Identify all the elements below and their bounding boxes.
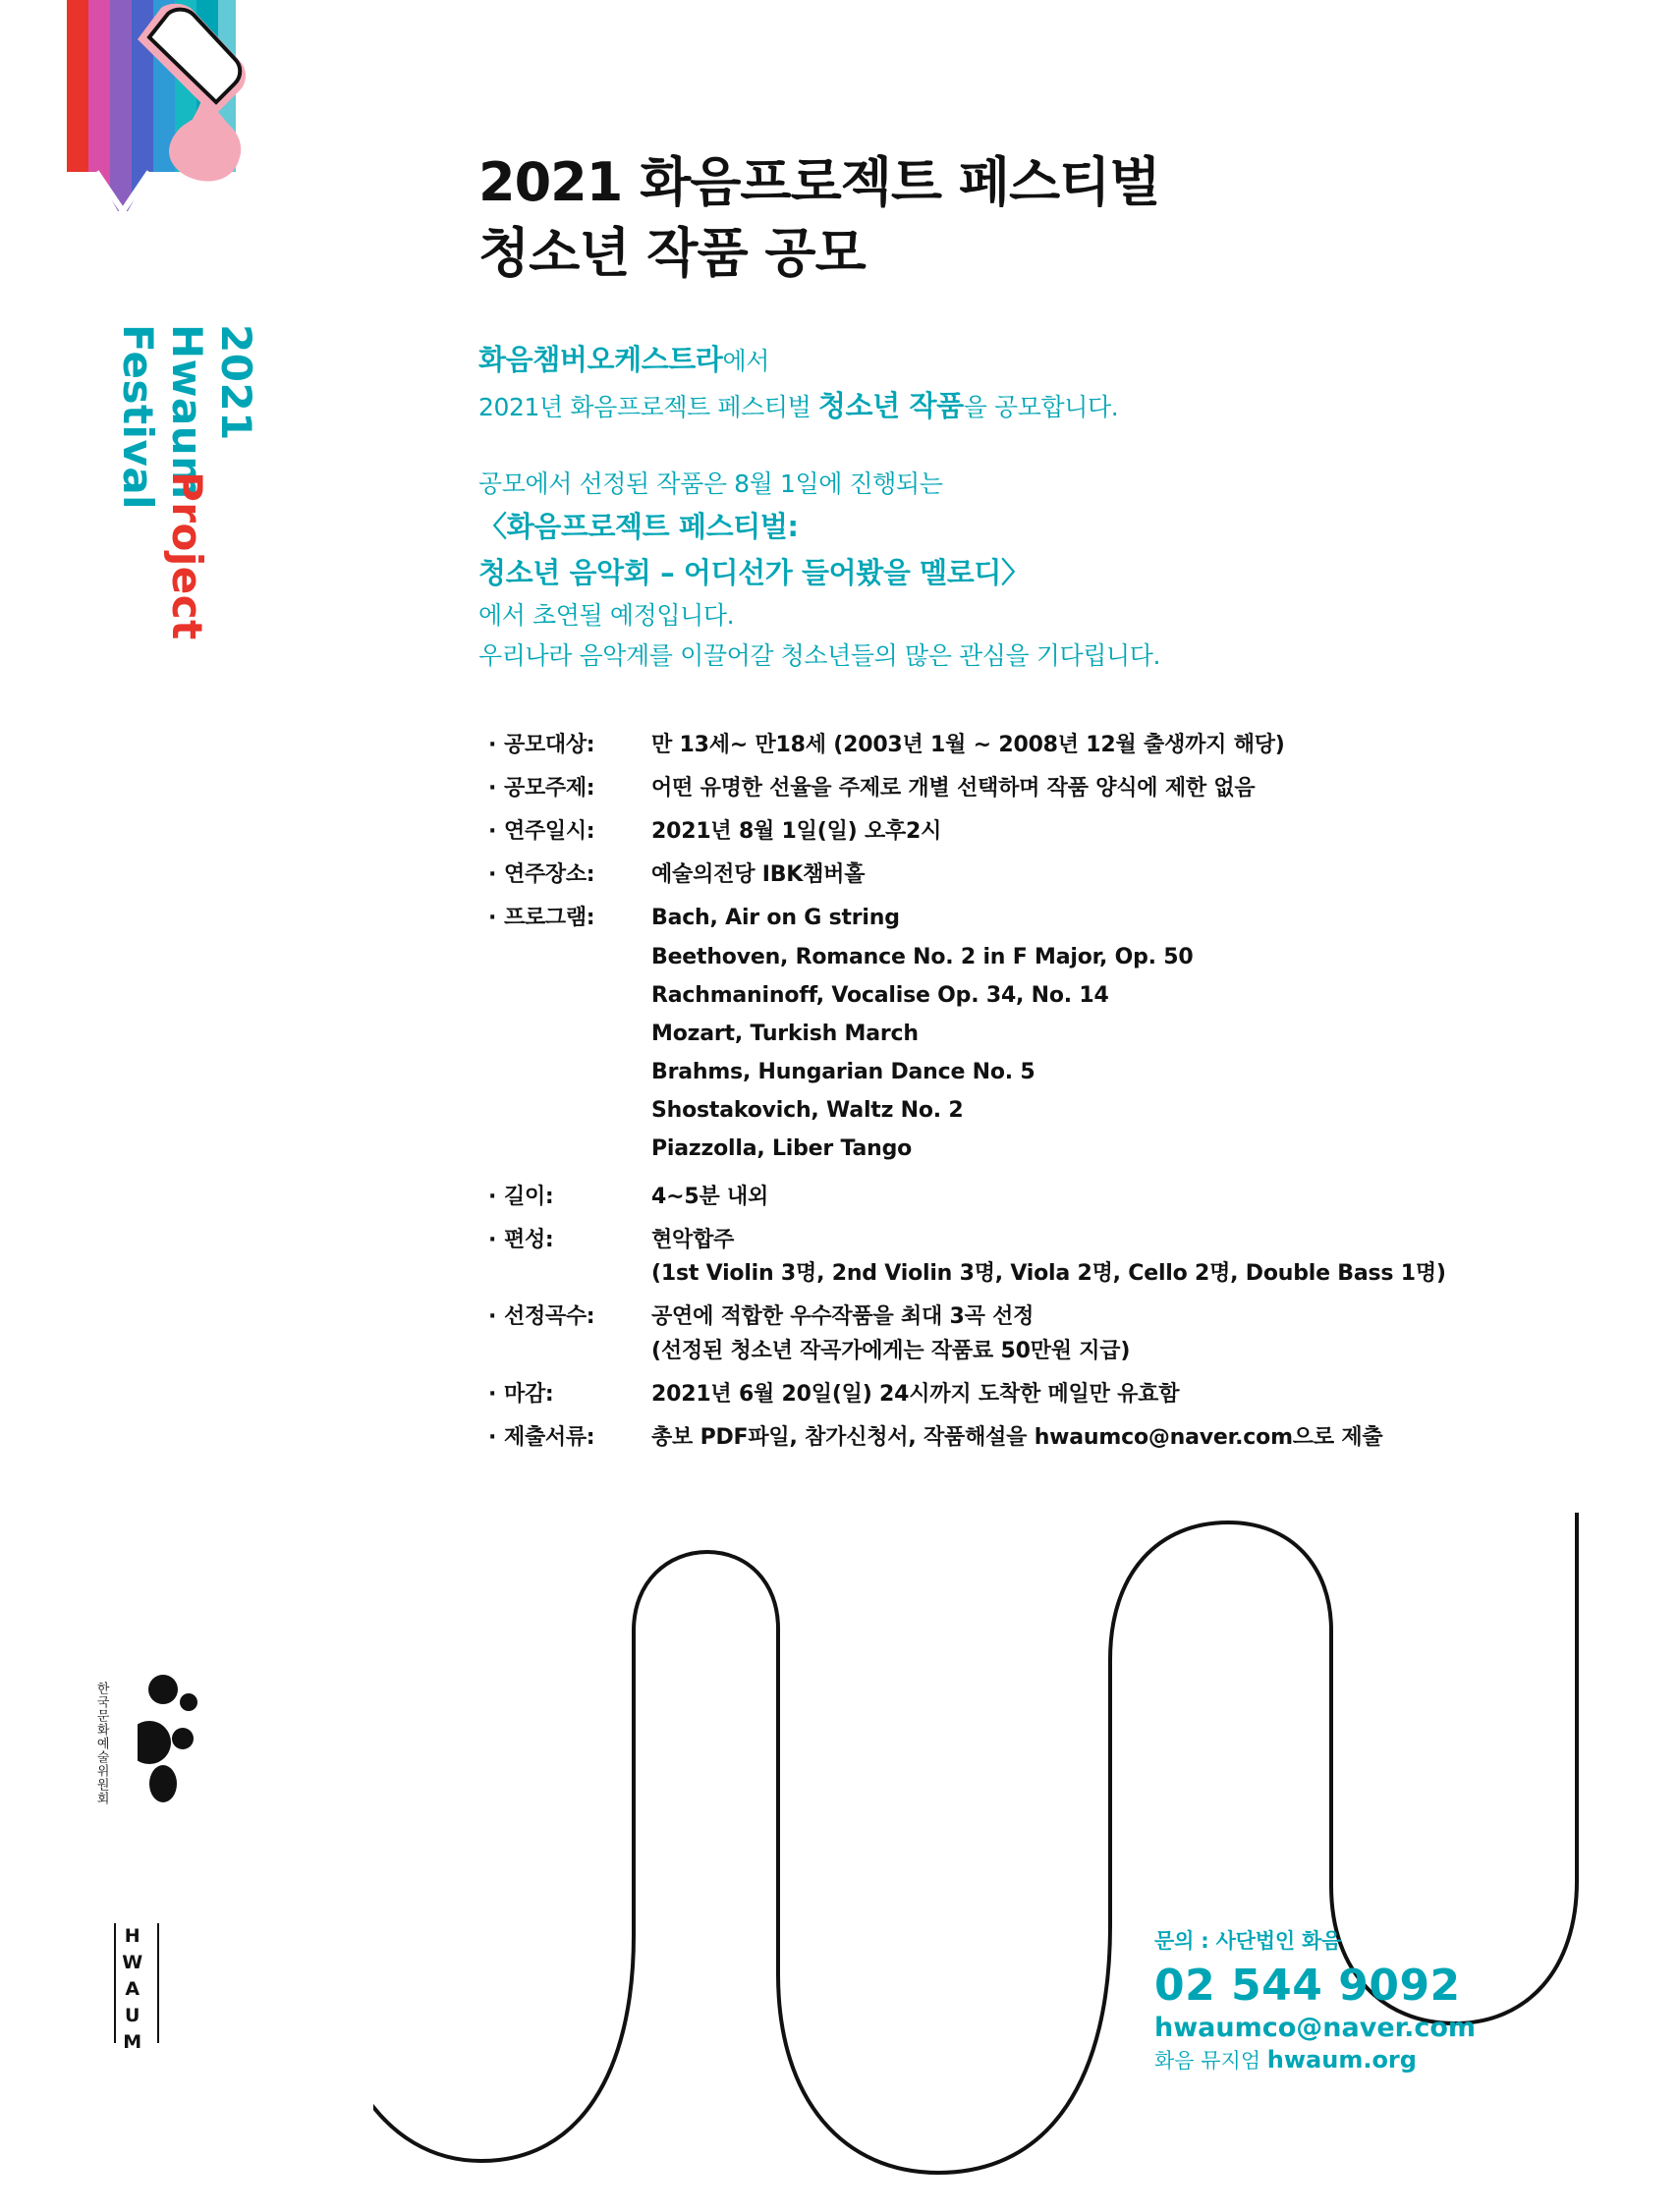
detail-label: 편성: bbox=[504, 1228, 554, 1253]
intro-line-2-c: 을 공모합니다. bbox=[963, 392, 1119, 421]
detail-label: 연주일시: bbox=[504, 819, 595, 845]
detail-row bbox=[488, 815, 1638, 849]
contact-heading: 문의 : 사단법인 화음 bbox=[1154, 1929, 1342, 1953]
vertical-festival-title bbox=[59, 324, 275, 737]
bullet-icon: · bbox=[488, 733, 497, 758]
detail-value-line: 어떤 유명한 선율을 주제로 개별 선택하며 작품 양식에 제한 없음 bbox=[651, 776, 1256, 802]
detail-value bbox=[651, 772, 1638, 805]
vertical-title-project: Project bbox=[163, 471, 211, 640]
bullet-icon: · bbox=[488, 1424, 497, 1450]
intro-line-2-a: 2021년 화음프로젝트 페스티벌 bbox=[478, 392, 818, 421]
hwaum-mark-rule-left bbox=[114, 1923, 116, 2043]
arts-council-logo-icon bbox=[138, 1670, 206, 1817]
detail-value-line: 만 13세~ 만18세 (2003년 1월 ~ 2008년 12월 출생까지 해당) bbox=[651, 733, 1285, 758]
detail-value-line: 현악합주 bbox=[651, 1228, 735, 1253]
contact-website[interactable] bbox=[1154, 2045, 1646, 2074]
detail-row bbox=[488, 1224, 1638, 1291]
poster-content bbox=[478, 0, 1638, 1465]
detail-value bbox=[651, 1421, 1638, 1455]
program-item: Rachmaninoff, Vocalise Op. 34, No. 14 bbox=[651, 982, 1109, 1008]
detail-row bbox=[488, 1378, 1638, 1411]
detail-value-line: 2021년 8월 1일(일) 오후2시 bbox=[651, 819, 942, 845]
detail-label: 길이: bbox=[504, 1185, 554, 1210]
page-title bbox=[478, 0, 1638, 290]
intro-line-3: 공모에서 선정된 작품은 8월 1일에 진행되는 bbox=[478, 469, 943, 498]
hwaum-mark-rule-right bbox=[157, 1923, 159, 2043]
detail-value bbox=[651, 1300, 1638, 1367]
program-item: Mozart, Turkish March bbox=[651, 1021, 919, 1046]
bullet-icon: · bbox=[488, 1304, 497, 1330]
bullet-icon: · bbox=[488, 1228, 497, 1253]
intro-line-1 bbox=[478, 337, 1638, 383]
intro-block bbox=[478, 337, 1638, 676]
bullet-icon: · bbox=[488, 1381, 497, 1407]
detail-value bbox=[651, 1224, 1638, 1291]
contact-website-url[interactable]: hwaum.org bbox=[1266, 2046, 1417, 2074]
detail-value-line: (선정된 청소년 작곡가에게는 작품료 50만원 지급) bbox=[651, 1338, 1131, 1363]
detail-value bbox=[651, 858, 1638, 892]
program-item: Piazzolla, Liber Tango bbox=[651, 1136, 913, 1162]
detail-row bbox=[488, 1300, 1638, 1367]
detail-row bbox=[488, 1181, 1638, 1214]
detail-value-line: (1st Violin 3명, 2nd Violin 3명, Viola 2명, Cello 2명, Double Bass 1명) bbox=[651, 1261, 1446, 1287]
vertical-title-festival: Festival bbox=[114, 324, 162, 511]
left-rail bbox=[0, 0, 295, 2212]
intro-line-4: 〈화음프로젝트 페스티벌: bbox=[478, 510, 799, 544]
detail-label: 프로그램: bbox=[504, 906, 595, 931]
program-item: Bach, Air on G string bbox=[651, 906, 900, 931]
paintbrush-artwork bbox=[67, 0, 293, 324]
detail-row bbox=[488, 729, 1638, 762]
detail-value bbox=[651, 729, 1638, 762]
details-list bbox=[488, 729, 1638, 1455]
detail-row bbox=[488, 858, 1638, 892]
bullet-icon: · bbox=[488, 906, 497, 931]
detail-value-line: 공연에 적합한 우수작품을 최대 3곡 선정 bbox=[651, 1304, 1035, 1330]
intro-line-1-rest: 에서 bbox=[722, 346, 770, 375]
detail-value bbox=[651, 815, 1638, 849]
detail-row-program bbox=[488, 902, 1638, 1171]
bullet-icon: · bbox=[488, 1185, 497, 1210]
vertical-title-hwaum: Hwaum bbox=[163, 324, 211, 500]
detail-row bbox=[488, 772, 1638, 805]
title-line-1: 2021 화음프로젝트 페스티벌 bbox=[478, 151, 1160, 213]
bullet-icon: · bbox=[488, 862, 497, 888]
detail-value bbox=[651, 1181, 1638, 1214]
detail-label: 선정곡수: bbox=[504, 1304, 595, 1330]
detail-value-line: 4~5분 내외 bbox=[651, 1185, 769, 1210]
intro-line-7: 우리나라 음악계를 이끌어갈 청소년들의 많은 관심을 기다립니다. bbox=[478, 640, 1161, 670]
title-line-2: 청소년 작품 공모 bbox=[478, 222, 866, 285]
detail-value-line: 총보 PDF파일, 참가신청서, 작품해설을 hwaumco@naver.com으로 제출 bbox=[651, 1424, 1383, 1450]
detail-value bbox=[651, 902, 1638, 1171]
contact-phone[interactable]: 02 544 9092 bbox=[1154, 1961, 1461, 2011]
detail-value-line: 예술의전당 IBK챔버홀 bbox=[651, 862, 866, 888]
intro-line-6: 에서 초연될 예정입니다. bbox=[478, 601, 735, 631]
vertical-title-year: 2021 bbox=[212, 324, 260, 441]
detail-label: 연주장소: bbox=[504, 862, 595, 888]
contact-website-prefix: 화음 뮤지엄 bbox=[1154, 2049, 1267, 2073]
detail-value bbox=[651, 1378, 1638, 1411]
detail-label: 공모대상: bbox=[504, 733, 595, 758]
arts-council-logo-text: 한국문화예술위원회 bbox=[93, 1682, 109, 1805]
program-item: Shostakovich, Waltz No. 2 bbox=[651, 1097, 964, 1123]
detail-label: 공모주제: bbox=[504, 776, 595, 802]
intro-org-name: 화음챔버오케스트라 bbox=[478, 342, 723, 376]
program-item: Brahms, Hungarian Dance No. 5 bbox=[651, 1059, 1035, 1084]
detail-row bbox=[488, 1421, 1638, 1455]
detail-label: 마감: bbox=[504, 1381, 554, 1407]
detail-value-line: 2021년 6월 20일(일) 24시까지 도착한 메일만 유효함 bbox=[651, 1381, 1180, 1407]
contact-block bbox=[1154, 1925, 1646, 2074]
intro-line-2-b: 청소년 작품 bbox=[817, 388, 964, 422]
contact-email[interactable]: hwaumco@naver.com bbox=[1154, 2013, 1477, 2043]
decorative-blob-outline bbox=[373, 1513, 1679, 2212]
bullet-icon: · bbox=[488, 819, 497, 845]
detail-label: 제출서류: bbox=[504, 1424, 595, 1450]
hwaum-wordmark: HWAUM bbox=[121, 1925, 143, 2058]
intro-line-2 bbox=[478, 383, 1638, 429]
bullet-icon: · bbox=[488, 776, 497, 802]
program-item: Beethoven, Romance No. 2 in F Major, Op. 50 bbox=[651, 944, 1194, 969]
intro-line-5: 청소년 음악회 – 어디선가 들어봤을 멜로디〉 bbox=[478, 556, 1030, 590]
